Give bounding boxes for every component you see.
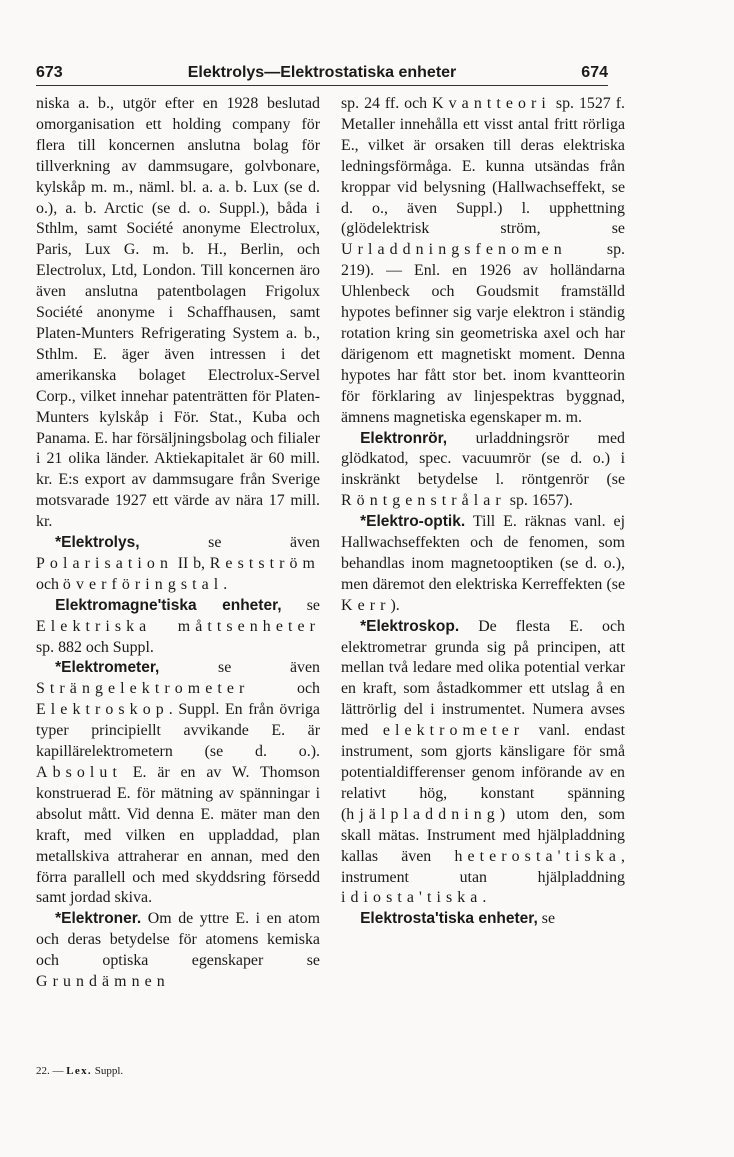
header-rule <box>36 85 608 86</box>
crossref-urladdningsfenomen: Urladdningsfenomen <box>341 241 567 259</box>
entry-text: . <box>223 575 228 593</box>
entry-text: II b, <box>172 554 210 572</box>
entry-text: se även <box>159 659 320 677</box>
entry-text: sp. 1657). <box>505 492 573 510</box>
paragraph-electrolux-continued: niska a. b., utgör efter en 1928 beslutad omorganisation ett holding company för flera till koncernen anslutna bolag för tillverkning av dammsugare, golvbonare, kylskåp m. m., näml. bl. a. a. b. Lux (se d. o.), a. b. Arctic (se d. o. Suppl.), båda i Sthlm, samt Société anonyme Electrolux, Paris, Lux G. m. b. H., Berlin, och Electrolux, Ltd, London. Till koncernen äro även anslutna patentbolagen Frigolux Société anonyme i Schaffhausen, samt Platen-Munters Refrigerating System a. b., Sthlm. E. äger även intressen i det amerikanska bolaget Electrolux-Servel Corp., vilket innehar patenträtten för Platen-Munters kylskåp i För. Stat., Kuba och Panama. E. har försäljningsbolag och filialer i 21 olika länder. Aktiekapitalet är 60 mill. kr. E:s export av dammsugare från Sverige motsvarade 1927 ett värde av nära 17 mill. kr. <box>36 95 320 531</box>
crossref-elektriska-mattsenheter: Elektriska måttsenheter <box>36 617 320 635</box>
footer-lex: Lex. <box>66 1065 92 1077</box>
right-column <box>341 94 625 930</box>
entry-elektromagnetiska-enheter <box>36 596 320 659</box>
entry-elektroskop <box>341 617 625 910</box>
crossref-kvantteori: Kvantteori <box>432 95 551 112</box>
headword-elektro-optik: *Elektro-optik. <box>360 513 466 531</box>
crossref-polarisation: Polarisation <box>36 554 173 572</box>
entry-text: sp. 219). — Enl. en 1926 av holländarna Uhlenbeck och Goudsmit framställd hypotes befinner sig varje elektron i ständig rotation kring sin geometriska axel och har därigenom ett magnetiskt moment. Denna hypotes har fått stor bet. inom kvantteorin för förklaring av linjespektras byggnad, ämnens magnetiska egenskaper m. m. <box>341 241 625 426</box>
entry-text: sp. 1527 f. Metaller innehålla ett visst antal fritt rörliga E., vilket är orsaken till deras elektriska ledningsförmåga. E. kunna utsändas från kroppar vid belysning (Hallwachseffekt, se d. o., även Suppl.) l. upphettning (glödelektrisk ström, se <box>341 95 625 238</box>
entry-elektroner <box>36 909 320 993</box>
crossref-reststrom: Restström <box>209 554 320 572</box>
entry-text: . <box>482 889 487 907</box>
entry-text: ). <box>390 596 400 614</box>
crossref-overforingstal: överföringstal <box>62 575 224 593</box>
entry-text: urladdningsrör med glödkatod, spec. vacuumrör (se d. o.) i inskränkt betydelse l. röntgenrör (se <box>341 429 625 489</box>
crossref-rontgenstralar: Röntgenstrålar <box>341 492 506 510</box>
entry-text: och <box>249 680 320 698</box>
footer-suppl: Suppl. <box>94 1065 124 1077</box>
crossref-elektroskop: Elektroskop <box>36 701 169 719</box>
entry-text: se även <box>139 534 320 552</box>
headword-elektromagnetiska-enheter: Elektromagne'tiska enheter, <box>55 596 282 614</box>
term-idiostatiska: idiosta'tiska <box>341 889 483 907</box>
term-hjalpladdning: hjälpladdning <box>346 805 500 823</box>
running-header <box>36 58 608 88</box>
entry-text: vanl. endast instrument, som gjorts känsligare för små potentialdifferenser genom införande av en relativt hög, konstant spänning ( <box>341 722 625 823</box>
entry-elektrostatiska-enheter <box>341 909 625 930</box>
headword-elektrometer: *Elektrometer, <box>55 659 160 677</box>
entry-text: , instrument utan hjälpladdning <box>341 847 625 886</box>
headword-elektroskop: *Elektroskop. <box>360 617 460 635</box>
entry-text: och <box>36 575 63 593</box>
sheet-number: 22. — <box>36 1065 64 1077</box>
crossref-strangelektrometer: Strängelektrometer <box>36 680 250 698</box>
entry-text: sp. 24 ff. och <box>341 95 433 112</box>
entry-text: Till E. räknas vanl. ej Hallwachseffekten och de fenomen, som behandlas inom magnetooptiken (se d. o.), men däremot den elektriska Kerreffekten (se <box>341 513 625 593</box>
entry-elektro-optik <box>341 512 625 617</box>
entry-text: se <box>537 910 556 928</box>
entry-elektrolys <box>36 533 320 596</box>
headword-elektrostatiska-enheter: Elektrosta'tiska enheter, <box>360 910 538 928</box>
entry-text: ) utom den, som skall mätas. Instrument med hjälpladdning kallas även <box>341 805 625 865</box>
page-number-left: 673 <box>36 64 63 81</box>
entry-text: Om de yttre E. i en atom och deras betydelse för atomens kemiska och optiska egenskaper se <box>36 910 320 970</box>
left-column <box>36 94 320 993</box>
signature-footer <box>36 1065 316 1077</box>
entry-text: E. är en av W. Thomson konstruerad E. för mätning av spänningar i absolut mått. Vid denna E. mäter man den kraft, med vilken en uppladdad, plan metallskiva attraherar en annan, med den förra parallell och med skyddsring försedd samt jordad skiva. <box>36 764 320 907</box>
entry-text: se <box>281 596 320 614</box>
entry-elektrometer <box>36 658 320 909</box>
headword-elektronror: Elektronrör, <box>360 429 448 447</box>
crossref-kerr: Kerr <box>341 596 391 614</box>
term-heterostatiska: heterosta'tiska <box>454 847 622 865</box>
page-number-right: 674 <box>581 64 608 81</box>
term-absolut: Absolut <box>36 764 122 781</box>
entry-text: sp. 882 och Suppl. <box>36 638 154 656</box>
entry-text: De flesta E. och elektrometrar grunda sig på principen, att mellan två ledare med olika potential verkar en kraft, som åstadkommer ett utslag å en lättrörlig del i instrumentet. Numera avses med <box>341 617 625 740</box>
headword-elektrolys: *Elektrolys, <box>55 534 140 552</box>
running-title: Elektrolys—Elektrostatiska enheter <box>187 64 457 81</box>
crossref-grundamnen: Grundämnen <box>36 973 170 991</box>
entry-text: . Suppl. En från övriga typer principiellt avvikande E. är kapillärelektrometern (se d. o.). <box>36 701 320 761</box>
term-elektrometer: elektrometer <box>382 722 525 740</box>
entry-elektronror <box>341 429 625 513</box>
paragraph-elektroner-continued <box>341 94 625 429</box>
headword-elektroner: *Elektroner. <box>55 910 142 928</box>
